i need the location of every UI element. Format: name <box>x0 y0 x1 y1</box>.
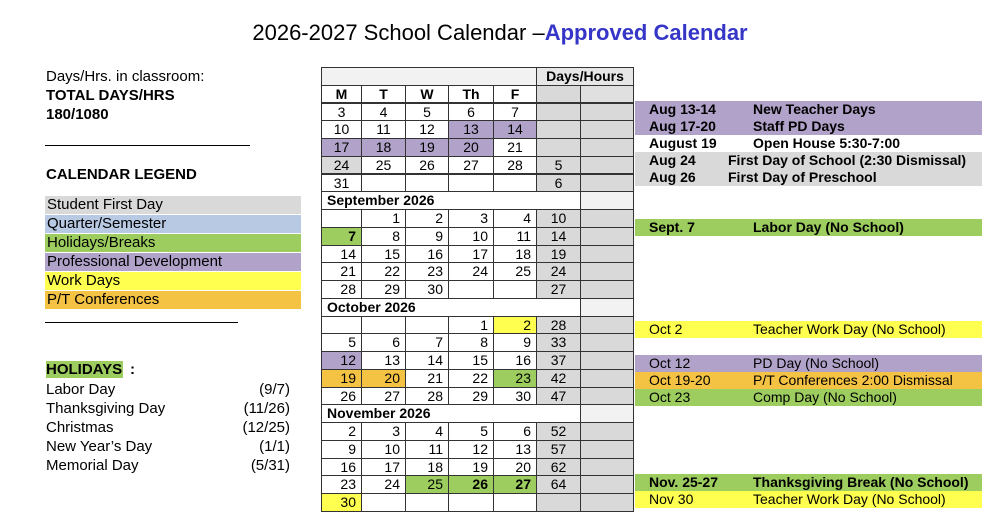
date-cell: 23 <box>493 369 537 388</box>
date-cell: 19 <box>448 458 494 477</box>
event-date: Aug 24 <box>649 152 696 168</box>
date-cell <box>405 316 449 335</box>
day-count: 64 <box>536 475 581 494</box>
event-description: Staff PD Days <box>753 118 845 134</box>
day-count: 27 <box>536 280 581 299</box>
date-cell <box>361 174 406 193</box>
event-row <box>635 118 982 135</box>
event-description: New Teacher Days <box>753 101 876 117</box>
date-cell: 23 <box>321 475 362 494</box>
day-count <box>536 103 581 122</box>
date-cell: 7 <box>321 227 362 246</box>
date-cell: 7 <box>405 333 449 352</box>
date-cell: 25 <box>405 475 449 494</box>
date-cell: 14 <box>321 245 362 264</box>
event-row <box>635 169 982 186</box>
date-cell: 4 <box>493 209 537 228</box>
approved-label: Approved Calendar <box>544 20 748 45</box>
date-cell: 6 <box>448 103 494 122</box>
month-header: November 2026 <box>321 404 581 423</box>
date-cell: 20 <box>448 138 494 157</box>
date-cell: 19 <box>321 369 362 388</box>
event-date: August 19 <box>649 135 717 151</box>
date-cell: 12 <box>448 440 494 459</box>
date-cell: 14 <box>405 351 449 370</box>
date-cell: 21 <box>321 262 362 281</box>
day-count: 19 <box>536 245 581 264</box>
event-row <box>635 101 982 118</box>
date-cell: 3 <box>321 103 362 122</box>
date-cell <box>448 174 494 193</box>
date-cell: 11 <box>405 440 449 459</box>
date-cell: 23 <box>405 262 449 281</box>
days-col-header <box>536 85 581 104</box>
hour-count <box>580 387 634 406</box>
month-header: October 2026 <box>321 298 581 317</box>
date-cell: 29 <box>361 280 406 299</box>
month-header-blank <box>580 404 634 423</box>
day-count: 24 <box>536 262 581 281</box>
date-cell: 30 <box>321 493 362 512</box>
day-count <box>536 120 581 139</box>
date-cell: 10 <box>361 440 406 459</box>
date-cell: 9 <box>493 333 537 352</box>
date-cell: 17 <box>361 458 406 477</box>
event-date: Oct 12 <box>649 355 691 371</box>
hour-count <box>580 262 634 281</box>
date-cell: 22 <box>361 262 406 281</box>
holiday-name: Thanksgiving Day <box>46 400 166 417</box>
event-description: Comp Day (No School) <box>753 389 897 405</box>
date-cell: 4 <box>405 422 449 441</box>
event-description: First Day of School (2:30 Dismissal) <box>728 152 967 168</box>
hour-count <box>580 227 634 246</box>
date-cell: 10 <box>448 227 494 246</box>
date-cell: 13 <box>448 120 494 139</box>
hour-count <box>580 440 634 459</box>
date-cell: 26 <box>321 387 362 406</box>
day-count: 42 <box>536 369 581 388</box>
event-date: Oct 23 <box>649 389 691 405</box>
weekday-header: F <box>493 85 537 104</box>
holiday-date: (9/7) <box>259 381 290 398</box>
date-cell: 12 <box>405 120 449 139</box>
divider <box>45 145 250 146</box>
days-hours-header: Days/Hours <box>536 67 634 86</box>
date-cell: 15 <box>448 351 494 370</box>
date-cell: 19 <box>405 138 449 157</box>
event-date: Nov 30 <box>649 491 694 507</box>
date-cell: 16 <box>321 458 362 477</box>
event-date: Aug 17-20 <box>649 118 716 134</box>
date-cell: 30 <box>493 387 537 406</box>
month-header-blank <box>580 298 634 317</box>
date-cell <box>405 493 449 512</box>
date-cell <box>321 209 362 228</box>
day-count: 37 <box>536 351 581 370</box>
holiday-date: (1/1) <box>259 438 290 455</box>
event-date: Aug 13-14 <box>649 101 716 117</box>
month-header-blank <box>580 191 634 210</box>
hour-count <box>580 209 634 228</box>
legend-item: Professional Development <box>45 253 301 271</box>
date-cell: 28 <box>405 387 449 406</box>
hour-count <box>580 493 634 512</box>
date-cell: 31 <box>321 174 362 193</box>
holiday-name: Christmas <box>46 419 114 436</box>
legend-heading: CALENDAR LEGEND <box>46 166 197 183</box>
hours-col-header <box>580 85 634 104</box>
day-count: 57 <box>536 440 581 459</box>
day-count: 33 <box>536 333 581 352</box>
hour-count <box>580 156 634 175</box>
date-cell: 3 <box>448 209 494 228</box>
hour-count <box>580 280 634 299</box>
date-cell: 20 <box>361 369 406 388</box>
event-row <box>635 321 982 338</box>
event-row <box>635 474 982 491</box>
event-description: Teacher Work Day (No School) <box>753 321 946 337</box>
date-cell <box>448 280 494 299</box>
hour-count <box>580 369 634 388</box>
date-cell: 14 <box>493 120 537 139</box>
days-hours-label: Days/Hrs. in classroom: <box>46 68 205 85</box>
date-cell: 25 <box>493 262 537 281</box>
day-count <box>536 493 581 512</box>
event-description: Open House 5:30-7:00 <box>753 135 901 151</box>
holidays-heading <box>46 361 123 378</box>
header-blank <box>321 67 537 86</box>
date-cell: 12 <box>321 351 362 370</box>
holiday-name: New Year’s Day <box>46 438 153 455</box>
date-cell: 5 <box>321 333 362 352</box>
date-cell: 18 <box>493 245 537 264</box>
date-cell: 13 <box>493 440 537 459</box>
weekday-header: Th <box>448 85 494 104</box>
event-date: Oct 2 <box>649 321 683 337</box>
holiday-date: (12/25) <box>242 419 290 436</box>
date-cell: 2 <box>493 316 537 335</box>
date-cell: 24 <box>361 475 406 494</box>
hour-count <box>580 351 634 370</box>
date-cell: 10 <box>321 120 362 139</box>
date-cell <box>493 280 537 299</box>
date-cell: 15 <box>361 245 406 264</box>
holiday-date: (11/26) <box>243 400 290 417</box>
date-cell: 17 <box>448 245 494 264</box>
date-cell: 26 <box>405 156 449 175</box>
event-description: Teacher Work Day (No School) <box>753 491 946 507</box>
date-cell: 7 <box>493 103 537 122</box>
date-cell: 9 <box>405 227 449 246</box>
holidays-heading-text: HOLIDAYS <box>46 361 123 378</box>
hour-count <box>580 120 634 139</box>
date-cell: 24 <box>321 156 362 175</box>
holiday-name: Memorial Day <box>46 457 139 474</box>
hour-count <box>580 458 634 477</box>
holidays-colon: : <box>130 361 135 378</box>
date-cell: 8 <box>361 227 406 246</box>
event-description: Thanksgiving Break (No School) <box>753 474 969 490</box>
hour-count <box>580 245 634 264</box>
date-cell: 5 <box>405 103 449 122</box>
day-count: 14 <box>536 227 581 246</box>
date-cell: 17 <box>321 138 362 157</box>
event-row <box>635 389 982 406</box>
date-cell: 20 <box>493 458 537 477</box>
date-cell: 1 <box>448 316 494 335</box>
event-row <box>635 372 982 389</box>
date-cell: 30 <box>405 280 449 299</box>
event-description: P/T Conferences 2:00 Dismissal <box>753 372 953 388</box>
date-cell: 29 <box>448 387 494 406</box>
date-cell: 18 <box>361 138 406 157</box>
date-cell: 25 <box>361 156 406 175</box>
date-cell: 3 <box>361 422 406 441</box>
date-cell: 13 <box>361 351 406 370</box>
date-cell: 6 <box>493 422 537 441</box>
date-cell: 27 <box>493 475 537 494</box>
day-count: 62 <box>536 458 581 477</box>
event-description: First Day of Preschool <box>728 169 877 185</box>
date-cell: 6 <box>361 333 406 352</box>
date-cell: 21 <box>493 138 537 157</box>
total-value: 180/1080 <box>46 106 109 123</box>
date-cell <box>493 174 537 193</box>
weekday-header: T <box>361 85 406 104</box>
date-cell: 28 <box>321 280 362 299</box>
date-cell: 28 <box>493 156 537 175</box>
legend-item: Work Days <box>45 272 301 290</box>
day-count: 6 <box>536 174 581 193</box>
date-cell: 27 <box>361 387 406 406</box>
date-cell: 16 <box>493 351 537 370</box>
legend-item: Quarter/Semester <box>45 215 301 233</box>
date-cell: 8 <box>448 333 494 352</box>
date-cell: 24 <box>448 262 494 281</box>
event-date: Sept. 7 <box>649 219 695 235</box>
holiday-name: Labor Day <box>46 381 116 398</box>
hour-count <box>580 333 634 352</box>
hour-count <box>580 138 634 157</box>
date-cell: 26 <box>448 475 494 494</box>
hour-count <box>580 103 634 122</box>
hour-count <box>580 174 634 193</box>
date-cell: 1 <box>361 209 406 228</box>
date-cell: 21 <box>405 369 449 388</box>
date-cell <box>321 316 362 335</box>
date-cell: 11 <box>361 120 406 139</box>
date-cell: 27 <box>448 156 494 175</box>
day-count: 5 <box>536 156 581 175</box>
event-row <box>635 491 982 508</box>
date-cell: 18 <box>405 458 449 477</box>
hour-count <box>580 475 634 494</box>
legend-item: Student First Day <box>45 196 301 214</box>
date-cell <box>493 493 537 512</box>
date-cell: 22 <box>448 369 494 388</box>
date-cell: 5 <box>448 422 494 441</box>
event-row <box>635 135 982 152</box>
total-label: TOTAL DAYS/HRS <box>46 87 175 104</box>
title-text: 2026-2027 School Calendar – <box>252 20 545 45</box>
date-cell: 16 <box>405 245 449 264</box>
date-cell: 4 <box>361 103 406 122</box>
date-cell <box>448 493 494 512</box>
day-count: 10 <box>536 209 581 228</box>
date-cell <box>361 316 406 335</box>
event-description: PD Day (No School) <box>753 355 880 371</box>
date-cell <box>405 174 449 193</box>
weekday-header: W <box>405 85 449 104</box>
event-date: Aug 26 <box>649 169 696 185</box>
event-row <box>635 355 982 372</box>
holiday-date: (5/31) <box>250 457 290 474</box>
day-count: 52 <box>536 422 581 441</box>
event-date: Nov. 25-27 <box>649 474 718 490</box>
weekday-header: M <box>321 85 362 104</box>
event-row <box>635 219 982 236</box>
event-description: Labor Day (No School) <box>753 219 904 235</box>
date-cell: 2 <box>405 209 449 228</box>
day-count <box>536 138 581 157</box>
date-cell: 9 <box>321 440 362 459</box>
divider <box>45 322 238 323</box>
date-cell <box>361 493 406 512</box>
month-header: September 2026 <box>321 191 581 210</box>
event-date: Oct 19-20 <box>649 372 711 388</box>
date-cell: 2 <box>321 422 362 441</box>
legend-item: P/T Conferences <box>45 291 301 309</box>
day-count: 47 <box>536 387 581 406</box>
hour-count <box>580 422 634 441</box>
day-count: 28 <box>536 316 581 335</box>
date-cell: 11 <box>493 227 537 246</box>
hour-count <box>580 316 634 335</box>
event-row <box>635 152 982 169</box>
legend-item: Holidays/Breaks <box>45 234 301 252</box>
page-title <box>0 20 1000 46</box>
